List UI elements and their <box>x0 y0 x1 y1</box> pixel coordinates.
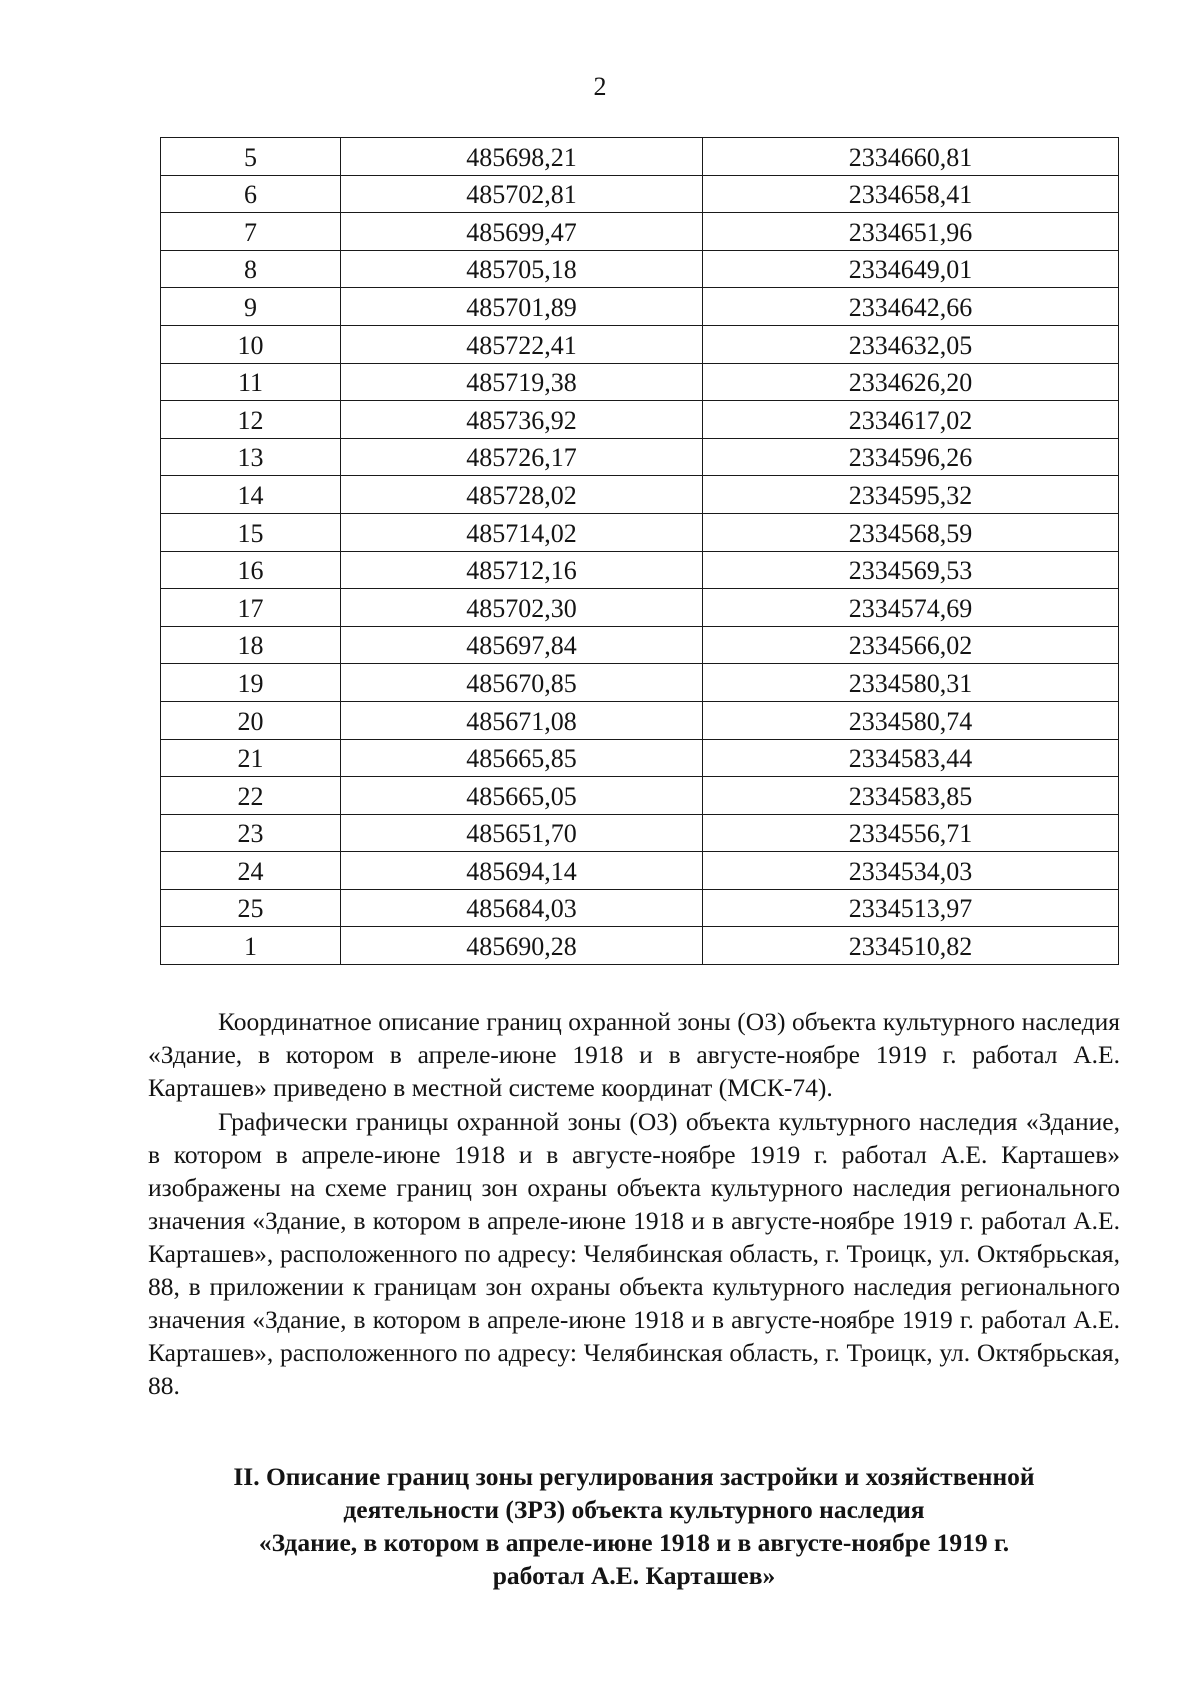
point-number-cell: 20 <box>161 701 341 739</box>
point-number-cell: 24 <box>161 852 341 890</box>
point-number-cell: 5 <box>161 138 341 176</box>
section-title-line: деятельности (ЗРЗ) объекта культурного наследия <box>343 1495 925 1524</box>
point-number-cell: 8 <box>161 250 341 288</box>
point-number-cell: 22 <box>161 777 341 815</box>
point-number-cell: 6 <box>161 175 341 213</box>
table-row <box>161 175 1119 213</box>
coordinate-y-cell: 2334580,31 <box>703 664 1119 702</box>
coordinate-y-cell: 2334583,85 <box>703 777 1119 815</box>
coordinates-table <box>160 137 1119 965</box>
coordinate-x-cell: 485670,85 <box>341 664 703 702</box>
table-row <box>161 213 1119 251</box>
point-number-cell: 13 <box>161 438 341 476</box>
table-row <box>161 325 1119 363</box>
coordinate-x-cell: 485699,47 <box>341 213 703 251</box>
coordinate-y-cell: 2334534,03 <box>703 852 1119 890</box>
point-number-cell: 25 <box>161 889 341 927</box>
coordinate-y-cell: 2334651,96 <box>703 213 1119 251</box>
coordinate-y-cell: 2334642,66 <box>703 288 1119 326</box>
table-row <box>161 250 1119 288</box>
point-number-cell: 7 <box>161 213 341 251</box>
coordinate-x-cell: 485698,21 <box>341 138 703 176</box>
coordinate-x-cell: 485690,28 <box>341 927 703 965</box>
coordinate-y-cell: 2334569,53 <box>703 551 1119 589</box>
coordinate-y-cell: 2334632,05 <box>703 325 1119 363</box>
table-row <box>161 889 1119 927</box>
table-row <box>161 739 1119 777</box>
coordinate-x-cell: 485694,14 <box>341 852 703 890</box>
table-row <box>161 814 1119 852</box>
table-row <box>161 513 1119 551</box>
coordinate-y-cell: 2334568,59 <box>703 513 1119 551</box>
coordinate-x-cell: 485697,84 <box>341 626 703 664</box>
coordinate-y-cell: 2334574,69 <box>703 589 1119 627</box>
table-row <box>161 401 1119 439</box>
coordinate-x-cell: 485712,16 <box>341 551 703 589</box>
paragraph-graphic-boundaries: Графически границы охранной зоны (ОЗ) объекта культурного наследия «Здание, в котором в апреле-июне 1918 и в августе-ноябре 1919 г. работал А.Е. Карташев» изображены на схеме границ зон охраны объекта культурного наследия регионального значения «Здание, в котором в апреле-июне 1918 и в августе-ноябре 1919 г. работал А.Е. Карташев», расположенного по адресу: Челябинская область, г. Троицк, ул. Октябрьская, 88, в приложении к границам зон охраны объекта культурного наследия регионального значения «Здание, в котором в апреле-июне 1918 и в августе-ноябре 1919 г. работал А.Е. Карташев», расположенного по адресу: Челябинская область, г. Троицк, ул. Октябрьская, 88. <box>148 1107 1120 1400</box>
coordinate-x-cell: 485736,92 <box>341 401 703 439</box>
coordinate-y-cell: 2334510,82 <box>703 927 1119 965</box>
section-title-line: II. Описание границ зоны регулирования застройки и хозяйственной <box>233 1462 1035 1491</box>
coordinate-x-cell: 485726,17 <box>341 438 703 476</box>
table-row <box>161 927 1119 965</box>
section-title-line: работал А.Е. Карташев» <box>492 1561 776 1590</box>
coordinate-y-cell: 2334617,02 <box>703 401 1119 439</box>
page-number: 2 <box>593 72 607 101</box>
coordinate-x-cell: 485702,81 <box>341 175 703 213</box>
table-row <box>161 626 1119 664</box>
coordinate-x-cell: 485665,85 <box>341 739 703 777</box>
table-row <box>161 551 1119 589</box>
coordinate-y-cell: 2334513,97 <box>703 889 1119 927</box>
table-row <box>161 852 1119 890</box>
section-title-zrz <box>148 1460 1120 1592</box>
section-title-line: «Здание, в котором в апреле-июне 1918 и в августе-ноябре 1919 г. <box>258 1528 1010 1557</box>
coordinate-x-cell: 485684,03 <box>341 889 703 927</box>
coordinate-y-cell: 2334626,20 <box>703 363 1119 401</box>
table-row <box>161 777 1119 815</box>
coordinate-x-cell: 485728,02 <box>341 476 703 514</box>
point-number-cell: 12 <box>161 401 341 439</box>
coordinate-x-cell: 485722,41 <box>341 325 703 363</box>
table-row <box>161 476 1119 514</box>
coordinate-y-cell: 2334658,41 <box>703 175 1119 213</box>
coordinate-x-cell: 485705,18 <box>341 250 703 288</box>
coordinate-y-cell: 2334556,71 <box>703 814 1119 852</box>
point-number-cell: 14 <box>161 476 341 514</box>
coordinate-y-cell: 2334649,01 <box>703 250 1119 288</box>
coordinate-y-cell: 2334660,81 <box>703 138 1119 176</box>
table-row <box>161 438 1119 476</box>
point-number-cell: 17 <box>161 589 341 627</box>
point-number-cell: 1 <box>161 927 341 965</box>
point-number-cell: 23 <box>161 814 341 852</box>
point-number-cell: 21 <box>161 739 341 777</box>
coordinate-x-cell: 485719,38 <box>341 363 703 401</box>
table-row <box>161 138 1119 176</box>
point-number-cell: 11 <box>161 363 341 401</box>
point-number-cell: 18 <box>161 626 341 664</box>
point-number-cell: 15 <box>161 513 341 551</box>
table-row <box>161 664 1119 702</box>
coordinate-y-cell: 2334566,02 <box>703 626 1119 664</box>
coordinates-table-body <box>161 138 1119 965</box>
coordinate-x-cell: 485701,89 <box>341 288 703 326</box>
coordinate-y-cell: 2334596,26 <box>703 438 1119 476</box>
coordinate-x-cell: 485665,05 <box>341 777 703 815</box>
point-number-cell: 10 <box>161 325 341 363</box>
coordinate-x-cell: 485702,30 <box>341 589 703 627</box>
coordinate-x-cell: 485671,08 <box>341 701 703 739</box>
point-number-cell: 19 <box>161 664 341 702</box>
point-number-cell: 9 <box>161 288 341 326</box>
paragraph-coordinate-description: Координатное описание границ охранной зоны (ОЗ) объекта культурного наследия «Здание, в котором в апреле-июне 1918 и в августе-ноябре 1919 г. работал А.Е. Карташев» приведено в местной системе координат (МСК-74). <box>148 1007 1120 1102</box>
table-row <box>161 701 1119 739</box>
coordinate-y-cell: 2334580,74 <box>703 701 1119 739</box>
table-row <box>161 288 1119 326</box>
table-row <box>161 589 1119 627</box>
coordinate-x-cell: 485714,02 <box>341 513 703 551</box>
table-row <box>161 363 1119 401</box>
coordinate-y-cell: 2334595,32 <box>703 476 1119 514</box>
coordinate-y-cell: 2334583,44 <box>703 739 1119 777</box>
coordinate-x-cell: 485651,70 <box>341 814 703 852</box>
point-number-cell: 16 <box>161 551 341 589</box>
